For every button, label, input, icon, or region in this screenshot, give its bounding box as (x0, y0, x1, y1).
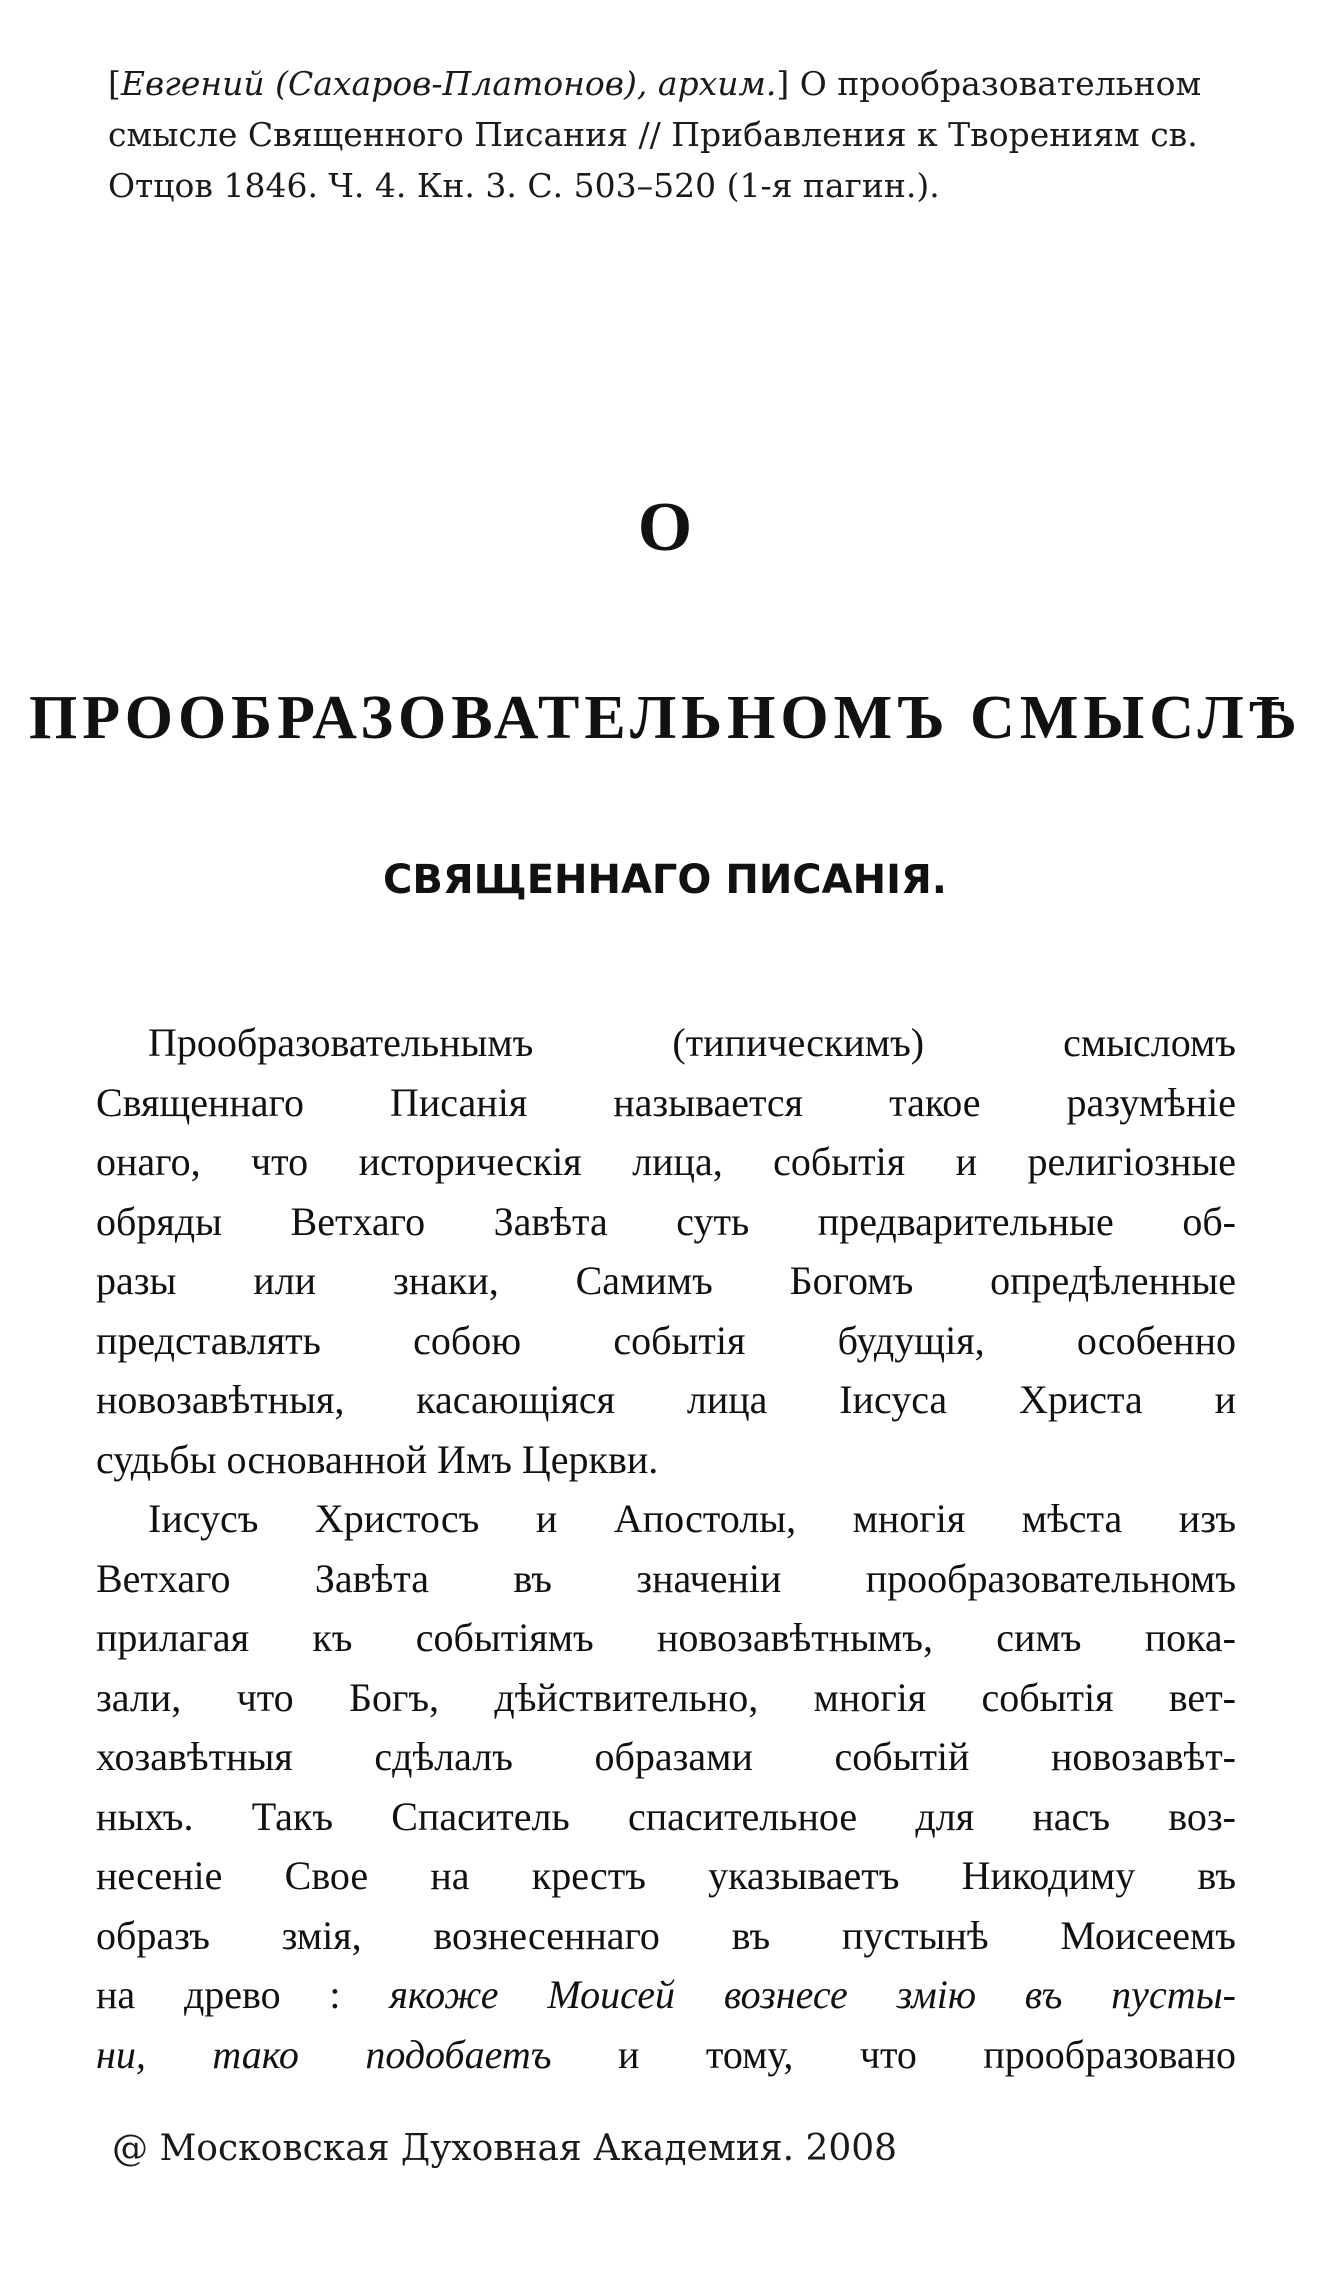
heading-title: ПРООБРАЗОВАТЕЛЬНОМЪ СМЫСЛѢ (28, 684, 1301, 752)
body-line: новозавѣтныя, касающіяся лица Іисуса Христа и (96, 1377, 1236, 1422)
body-text-normal: на древо : (96, 1972, 390, 2017)
body-line: несеніе Свое на крестъ указываетъ Никодиму въ (96, 1853, 1236, 1898)
body-line: онаго, что историческія лица, событія и религіозные (96, 1139, 1236, 1184)
body-line: судьбы основанной Имъ Церкви. (96, 1436, 659, 1482)
body-line: Священнаго Писанія называется такое разумѣніе (96, 1079, 1236, 1125)
body-line: прилагая къ событіямъ новозавѣтнымъ, симъ пока- (96, 1615, 1236, 1660)
body-line: хозавѣтныя сдѣлалъ образами событій новозавѣт- (96, 1734, 1236, 1779)
body-line: разы или знаки, Самимъ Богомъ опредѣленные (96, 1258, 1236, 1303)
body-line: Іисусъ Христосъ и Апостолы, многія мѣста изъ (148, 1496, 1236, 1541)
body-line: ныхъ. Такъ Спаситель спасительное для насъ воз- (96, 1793, 1236, 1839)
body-quote-italic: якоже Моисей вознесе змію въ пусты- (389, 1972, 1236, 2017)
citation-author: Евгений (Сахаров-Платонов), архим. (120, 64, 777, 103)
heading-subtitle: СВЯЩЕННАГО ПИСАНІЯ. (383, 857, 947, 903)
body-line: обряды Ветхаго Завѣта суть предварительные об- (96, 1198, 1236, 1244)
body-text (96, 1013, 1236, 2084)
heading-preposition: О (637, 489, 693, 566)
citation-line-1: [Евгений (Сахаров-Платонов), архим.] О прообразовательном (108, 64, 1202, 103)
body-line (96, 2025, 1236, 2085)
body-line: образъ змія, вознесеннаго въ пустынѣ Моисеемъ (96, 1912, 1236, 1958)
copyright-footer: @ Московская Духовная Академия. 2008 (112, 2128, 898, 2169)
body-line: зали, что Богъ, дѣйствительно, многія событія вет- (96, 1674, 1236, 1720)
body-line: Ветхаго Завѣта въ значеніи прообразовательномъ (96, 1555, 1236, 1601)
body-text-normal: и тому, что прообразовано (551, 2031, 1237, 2077)
body-quote-italic: ни, тако подобаетъ (96, 2031, 552, 2077)
citation-title-start: О прообразовательном (799, 64, 1202, 103)
citation-line-2: смысле Священного Писания // Прибавления к Творениям св. (108, 115, 1198, 154)
body-line: представлять собою событія будущія, особенно (96, 1317, 1236, 1363)
body-line: Прообразовательнымъ (типическимъ) смысломъ (148, 1020, 1236, 1065)
body-line (96, 1965, 1236, 2025)
bibliographic-citation (108, 58, 1278, 211)
citation-line-3: Отцов 1846. Ч. 4. Кн. 3. С. 503–520 (1-я пагин.). (108, 166, 940, 205)
